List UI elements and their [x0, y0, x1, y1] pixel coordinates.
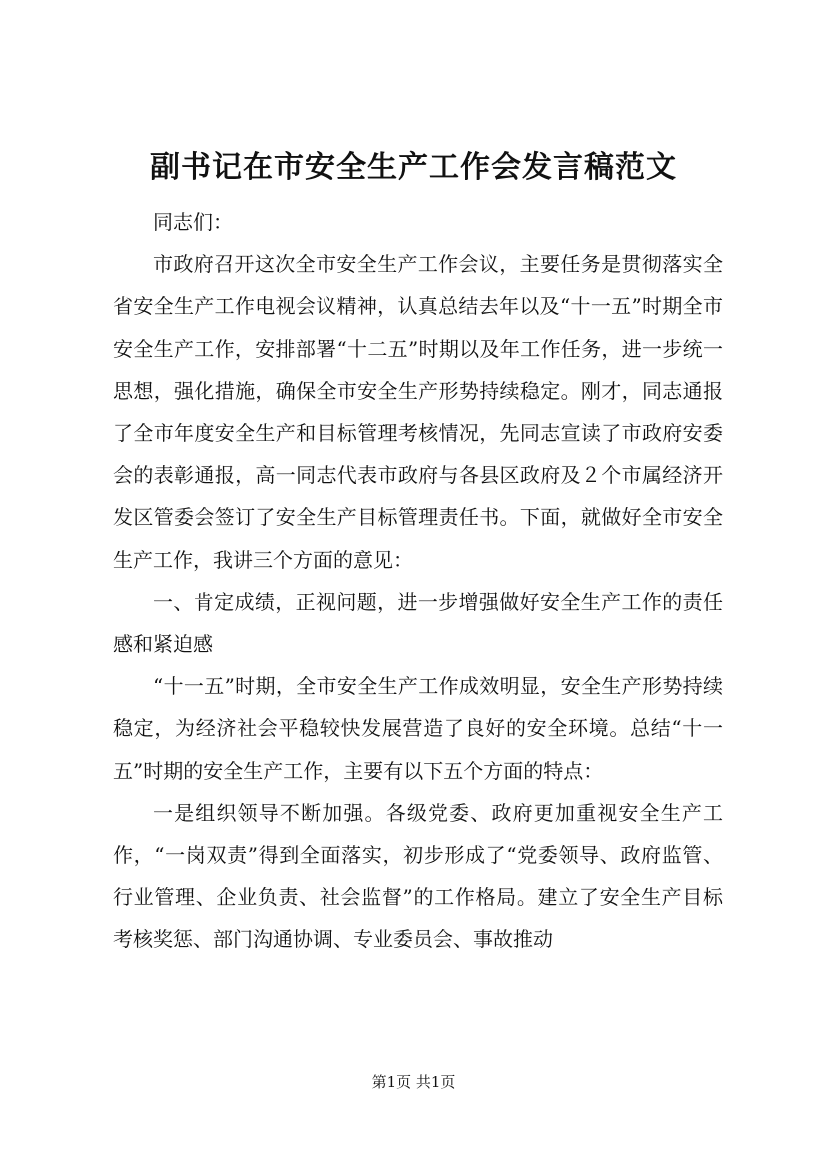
intro-paragraph: 市政府召开这次全市安全生产工作会议，主要任务是贯彻落实全省安全生产工作电视会议精神，认真总结去年以及“十一五”时期全市安全生产工作，安排部署“十二五”时期以及年工作任务，进一步统一思想，强化措施，确保全市安全生产形势持续稳定。刚才，同志通报了全市年度安全生产和目标管理考核情况，先同志宣读了市政府安委会的表彰通报，高一同志代表市政府与各县区政府及２个市属经济开发区管委会签订了安全生产目标管理责任书。下面，就做好全市安全生产工作，我讲三个方面的意见：	[113, 252, 723, 572]
salutation-paragraph: 同志们：	[153, 210, 233, 234]
page-footer: 第1页 共1页	[371, 1073, 456, 1091]
summary-paragraph: “十一五”时期，全市安全生产工作成效明显，安全生产形势持续稳定，为经济社会平稳较快发展营造了良好的安全环境。总结“十一五”时期的安全生产工作，主要有以下五个方面的特点：	[113, 674, 723, 783]
document-title: 副书记在市安全生产工作会发言稿范文	[150, 150, 677, 185]
section-heading-paragraph: 一、肯定成绩，正视问题，进一步增强做好安全生产工作的责任感和紧迫感	[113, 589, 723, 657]
document-body	[113, 201, 723, 961]
point-one-paragraph: 一是组织领导不断加强。各级党委、政府更加重视安全生产工作，“一岗双责”得到全面落实，初步形成了“党委领导、政府监管、行业管理、企业负责、社会监督”的工作格局。建立了安全生产目标考核奖惩、部门沟通协调、专业委员会、事故推动	[113, 800, 723, 952]
